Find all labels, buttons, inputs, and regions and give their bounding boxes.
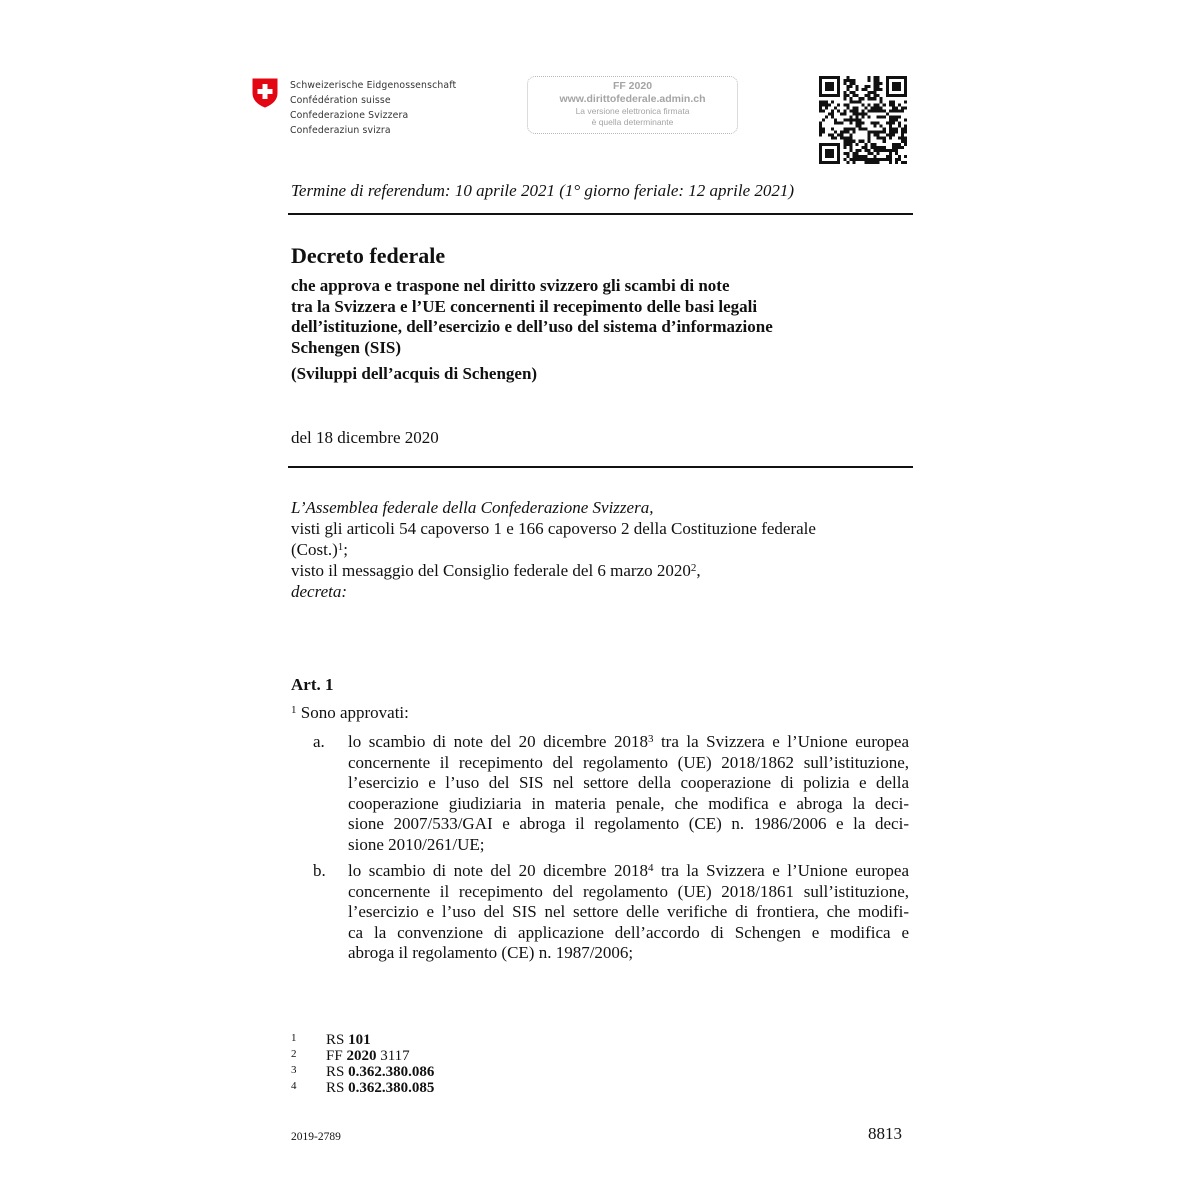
footnote-text [326, 1080, 434, 1096]
footnote [291, 1048, 434, 1064]
footnote-ref-1[interactable]: 1 [337, 541, 344, 553]
footnote-ref-4[interactable]: 4 [647, 862, 654, 874]
footnote-ref-number[interactable]: 2020 [346, 1048, 377, 1064]
item-line: sione 2010/261/UE; [348, 834, 485, 854]
footnote-suffix: 3117 [376, 1048, 410, 1064]
stamp-line-1: FF 2020 [612, 80, 653, 92]
item-line: abroga il regolamento (CE) n. 1987/2006; [348, 943, 634, 962]
assembly-line: L’Assemblea federale della Confederazione Svizzera, [291, 498, 654, 517]
conf-name-rm: Confederaziun svizra [290, 125, 391, 136]
item-letter: a. [313, 732, 325, 751]
footnote-ref-number[interactable]: 0.362.380.085 [348, 1080, 435, 1096]
item-line [348, 861, 909, 882]
subtitle-line: che approva e traspone nel diritto svizzero gli scambi di note [291, 276, 730, 295]
item-line: cooperazione giudiziaria in materia penale, che modifica e abroga la deci- [348, 793, 909, 813]
punctuation: ; [343, 540, 348, 559]
item-line: ca la convenzione di applicazione dell’accordo di Schengen e modifica e [348, 922, 909, 942]
stamp-line-4: è quella determinante [591, 117, 674, 127]
qr-code-icon [819, 76, 907, 164]
item-line: l’esercizio e l’uso del SIS nel settore della cooperazione di polizia e della [348, 773, 909, 792]
stamp-line-2: www.dirittofederale.admin.ch [559, 93, 706, 105]
footnote-text [326, 1032, 371, 1048]
article-title: Art. 1 [291, 675, 334, 694]
footnote-ref-3[interactable]: 3 [647, 733, 654, 745]
document-subtitle [291, 276, 773, 358]
footnote-text [326, 1064, 434, 1080]
footnote [291, 1032, 434, 1048]
document-title: Decreto federale [291, 243, 446, 268]
schengen-development-note: (Sviluppi dell’acquis di Schengen) [291, 364, 538, 383]
cost-abbrev: (Cost.) [291, 540, 338, 559]
footnote [291, 1064, 434, 1080]
constitution-reference: visti gli articoli 54 capoverso 1 e 166 capoverso 2 della Costituzione federale [291, 519, 816, 538]
conf-name-fr: Confédération suisse [290, 95, 391, 106]
item-line: concernente il recepimento del regolamento (UE) 2018/1862 sull’istituzione, [348, 752, 909, 772]
document-date: del 18 dicembre 2020 [291, 428, 439, 447]
header-rule [288, 213, 913, 215]
message-text: visto il messaggio del Consiglio federale del 6 marzo 2020 [291, 561, 691, 580]
item-line: l’esercizio e l’uso del SIS nel settore delle verifiche di frontiera, che modifi- [348, 902, 909, 921]
footnotes [291, 1032, 434, 1096]
item-text: lo scambio di note del 20 dicembre 2018 [348, 861, 648, 880]
footnote-number: 1 [291, 1032, 297, 1044]
item-line [348, 732, 909, 753]
constitution-reference-cont [291, 539, 816, 560]
footnote [291, 1080, 434, 1096]
footnote-prefix: RS [326, 1032, 345, 1048]
item-line: sione 2007/533/GAI e abroga il regolamento (CE) n. 1986/2006 e la deci- [348, 814, 909, 833]
item-text: tra la Svizzera e l’Unione europea [653, 732, 909, 751]
message-reference [291, 560, 816, 581]
footnote-ref-number[interactable]: 0.362.380.086 [348, 1064, 435, 1080]
conf-name-it: Confederazione Svizzera [290, 110, 409, 121]
footnote-prefix: RS [326, 1080, 345, 1096]
decree-line: decreta: [291, 582, 348, 601]
footnote-number: 2 [291, 1048, 297, 1060]
item-letter: b. [313, 861, 326, 880]
paragraph-number: 1 [291, 704, 297, 716]
footnote-text [326, 1048, 410, 1064]
paragraph-lead [291, 703, 409, 723]
item-text: lo scambio di note del 20 dicembre 2018 [348, 732, 648, 751]
ff-electronic-stamp [527, 76, 738, 134]
punctuation: , [696, 561, 701, 580]
preamble [291, 497, 816, 602]
title-rule [288, 466, 913, 468]
conf-name-de: Schweizerische Eidgenossenschaft [290, 80, 457, 91]
footnote-ref-2[interactable]: 2 [690, 562, 697, 574]
swiss-coat-of-arms-icon [252, 78, 278, 108]
subtitle-line: dell’istituzione, dell’esercizio e dell’uso del sistema d’informazione [291, 317, 773, 336]
item-text: tra la Svizzera e l’Unione europea [653, 861, 909, 880]
document-code: 2019-2789 [291, 1131, 341, 1143]
item-line: concernente il recepimento del regolamento (UE) 2018/1861 sull’istituzione, [348, 881, 909, 901]
subtitle-line: Schengen (SIS) [291, 337, 402, 357]
confederation-names [290, 78, 456, 138]
page-number: 8813 [868, 1124, 902, 1143]
footnote-prefix: RS [326, 1064, 345, 1080]
referendum-deadline: Termine di referendum: 10 aprile 2021 (1° giorno feriale: 12 aprile 2021) [291, 181, 795, 200]
footnote-prefix: FF [326, 1048, 343, 1064]
footnote-number: 4 [291, 1080, 297, 1092]
footnote-ref-number[interactable]: 101 [348, 1032, 371, 1048]
list-item [348, 861, 909, 964]
list-item [348, 732, 909, 855]
subtitle-line: tra la Svizzera e l’UE concernenti il recepimento delle basi legali [291, 296, 758, 316]
paragraph-lead-text: Sono approvati: [300, 703, 409, 722]
stamp-line-3: La versione elettronica firmata [575, 106, 690, 116]
footnote-number: 3 [291, 1064, 297, 1076]
